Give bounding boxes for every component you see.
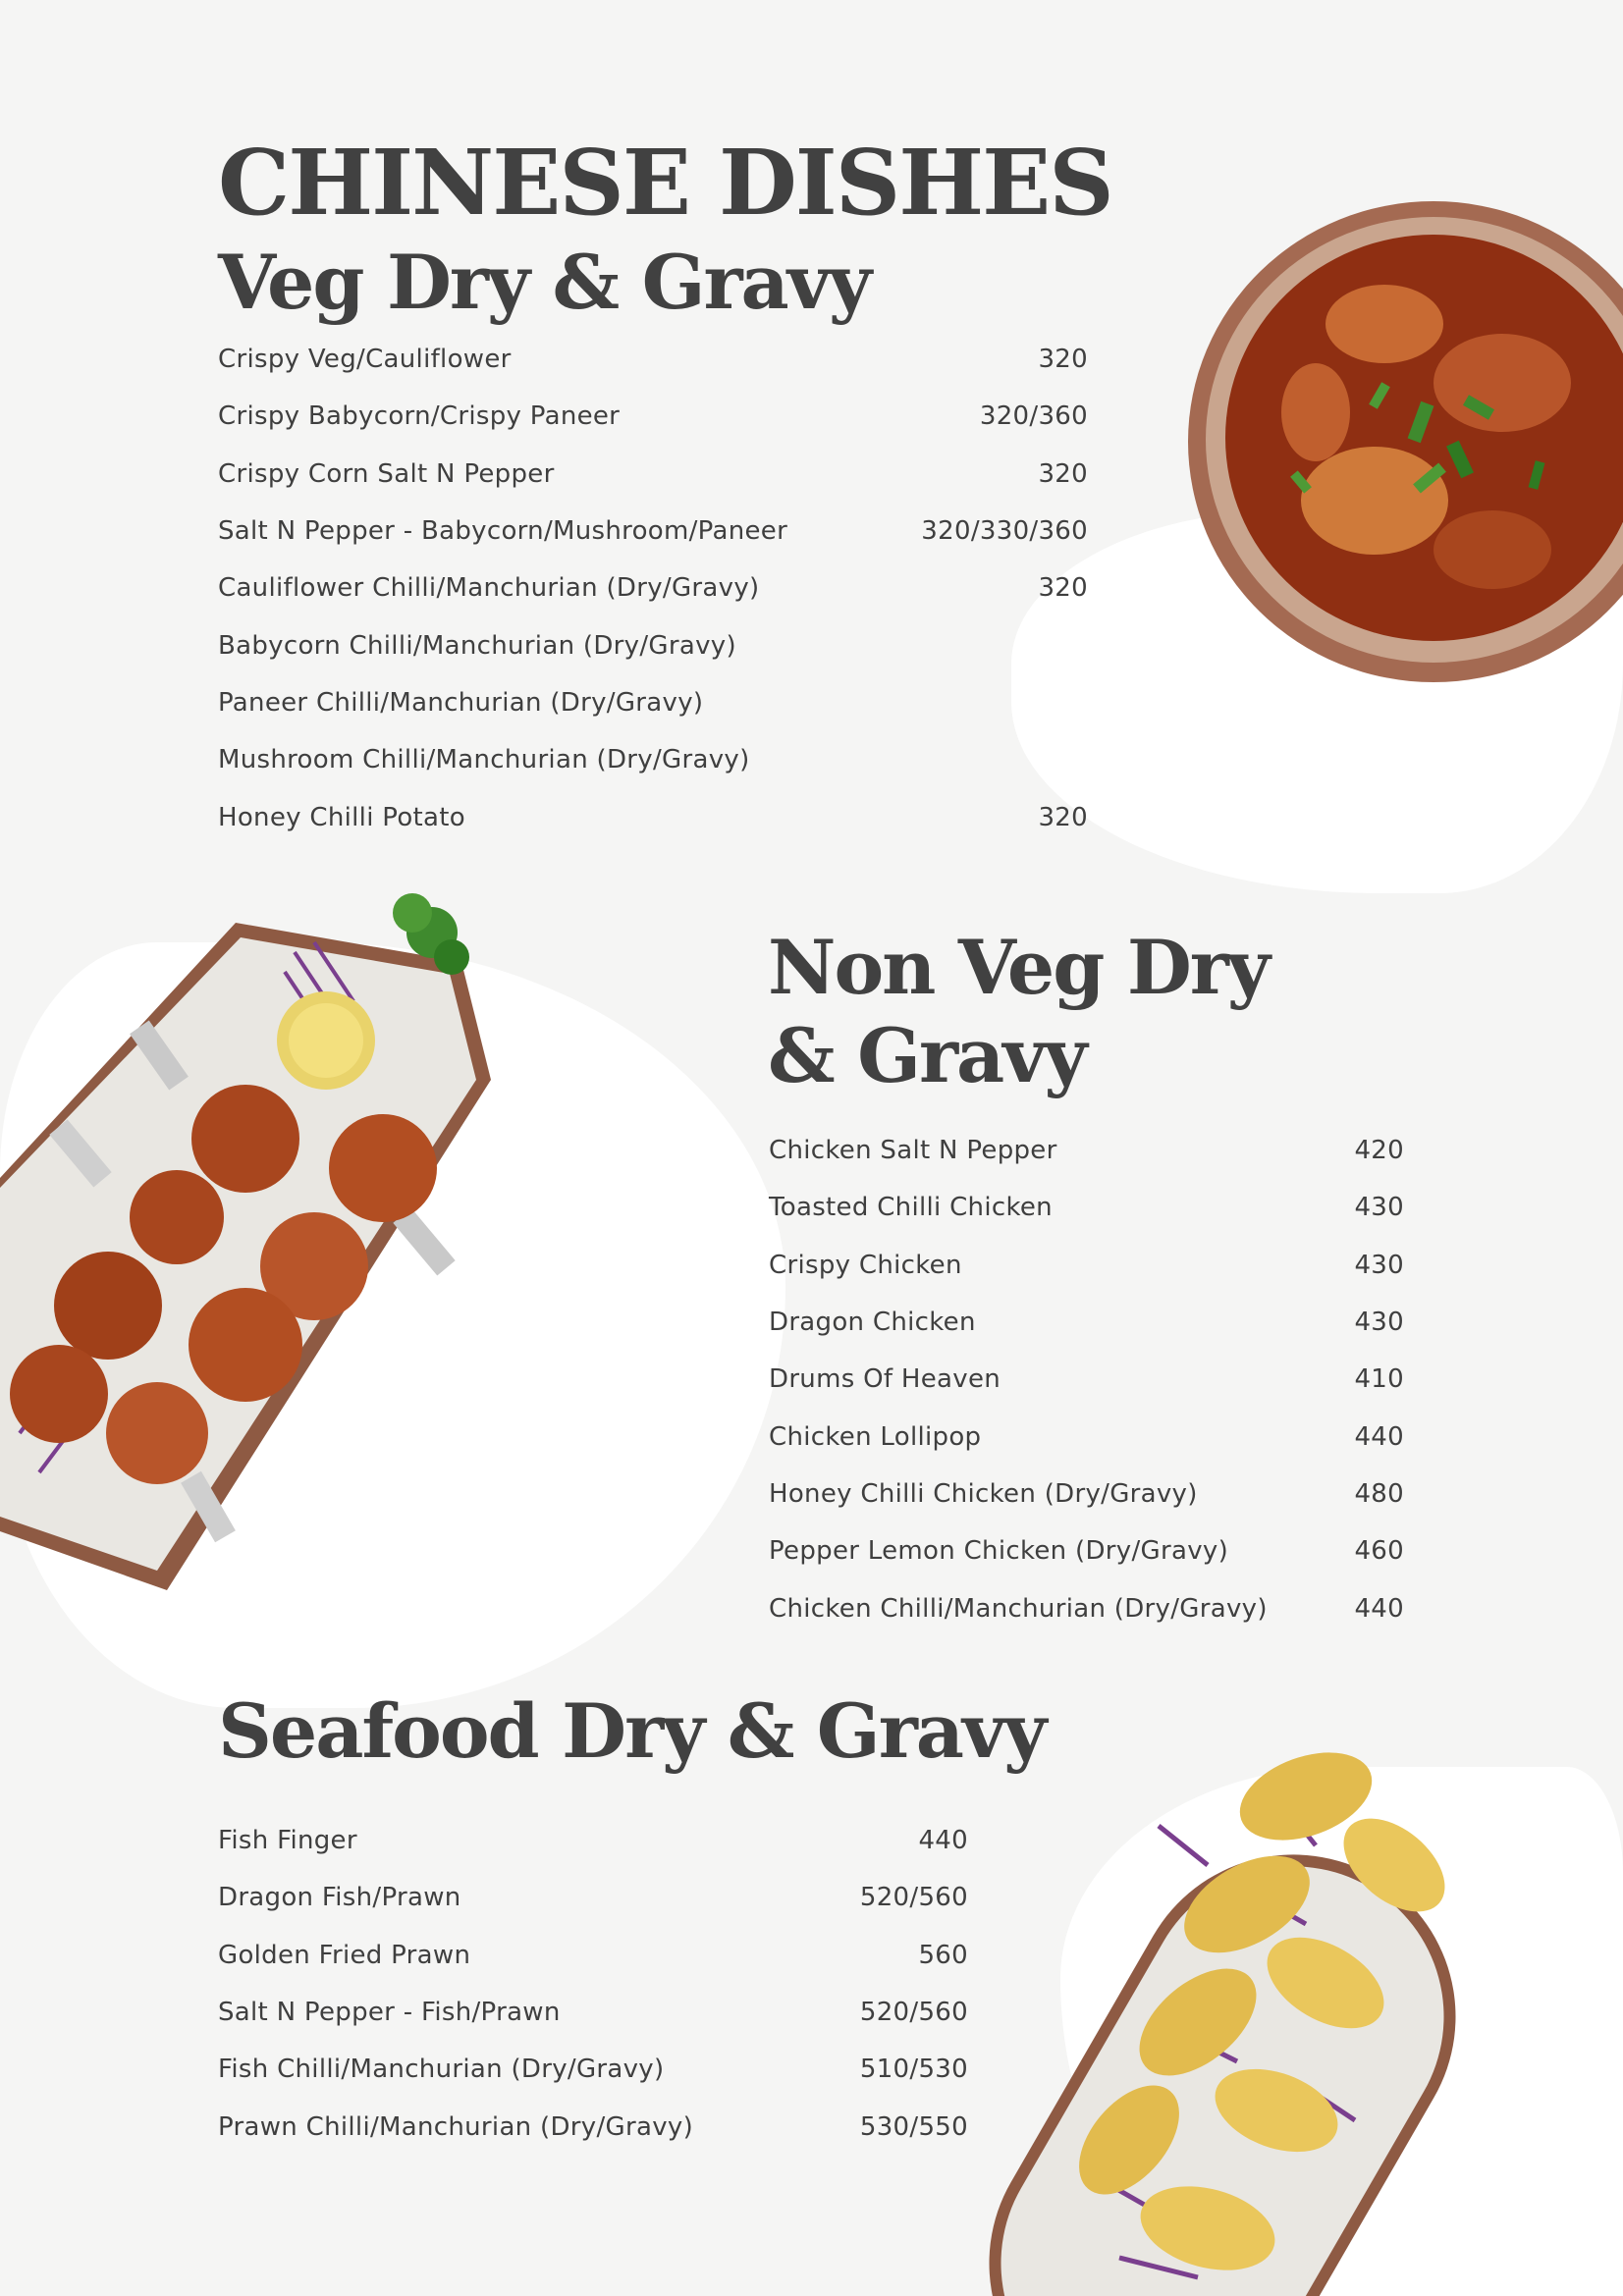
menu-item-name: Salt N Pepper - Fish/Prawn xyxy=(218,1998,561,2028)
veg-section-title: Veg Dry & Gravy xyxy=(218,239,871,326)
menu-item xyxy=(218,2098,968,2155)
menu-item-name: Crispy Babycorn/Crispy Paneer xyxy=(218,401,621,432)
menu-item-price: 320/360 xyxy=(979,401,1088,432)
menu-item xyxy=(769,1122,1404,1179)
menu-item xyxy=(218,446,1088,503)
menu-item-name: Cauliflower Chilli/Manchurian (Dry/Gravy) xyxy=(218,573,760,604)
menu-item-price: 460 xyxy=(1354,1536,1404,1567)
menu-item-price: 420 xyxy=(1354,1136,1404,1166)
menu-item-name: Chicken Salt N Pepper xyxy=(769,1136,1057,1166)
menu-item-name: Dragon Chicken xyxy=(769,1308,976,1338)
seafood-section-title: Seafood Dry & Gravy xyxy=(218,1687,1046,1775)
menu-item xyxy=(218,1984,968,2041)
menu-item-price: 520/560 xyxy=(859,1883,968,1913)
menu-item xyxy=(769,1466,1404,1522)
menu-item xyxy=(218,331,1088,388)
menu-item-name: Crispy Veg/Cauliflower xyxy=(218,345,512,375)
menu-item-name: Chicken Chilli/Manchurian (Dry/Gravy) xyxy=(769,1593,1268,1624)
menu-item-price: 440 xyxy=(1354,1421,1404,1452)
menu-item-name: Salt N Pepper - Babycorn/Mushroom/Paneer xyxy=(218,516,788,547)
menu-item xyxy=(769,1579,1404,1636)
page-title: CHINESE DISHES xyxy=(218,130,1112,236)
menu-item-price: 320/330/360 xyxy=(921,516,1088,547)
menu-item-price: 320 xyxy=(1038,802,1088,832)
menu-item-name: Pepper Lemon Chicken (Dry/Gravy) xyxy=(769,1536,1229,1567)
menu-item-price: 430 xyxy=(1354,1250,1404,1280)
menu-item-price: 430 xyxy=(1354,1193,1404,1223)
menu-item xyxy=(218,788,1088,845)
menu-item-name: Golden Fried Prawn xyxy=(218,1940,471,1970)
menu-item-price: 530/550 xyxy=(859,2111,968,2142)
menu-item-price: 430 xyxy=(1354,1308,1404,1338)
menu-item xyxy=(769,1237,1404,1294)
menu-item-name: Crispy Corn Salt N Pepper xyxy=(218,458,555,489)
menu-item xyxy=(769,1351,1404,1408)
menu-item-name: Prawn Chilli/Manchurian (Dry/Gravy) xyxy=(218,2111,694,2142)
menu-item-name: Mushroom Chilli/Manchurian (Dry/Gravy) xyxy=(218,745,750,775)
menu-item-name: Dragon Fish/Prawn xyxy=(218,1883,461,1913)
menu-item-name: Chicken Lollipop xyxy=(769,1421,982,1452)
menu-item xyxy=(218,731,1088,788)
menu-item-price: 320 xyxy=(1038,458,1088,489)
menu-item xyxy=(769,1408,1404,1465)
menu-item xyxy=(218,1812,968,1869)
menu-item xyxy=(769,1522,1404,1579)
menu-item-price: 480 xyxy=(1354,1478,1404,1509)
curry-bowl-image xyxy=(1178,147,1623,736)
menu-item-name: Fish Chilli/Manchurian (Dry/Gravy) xyxy=(218,2055,665,2085)
menu-item-price: 440 xyxy=(918,1826,968,1856)
menu-item xyxy=(769,1294,1404,1351)
menu-item-name: Fish Finger xyxy=(218,1826,357,1856)
menu-item-price: 320 xyxy=(1038,573,1088,604)
menu-item-name: Honey Chilli Potato xyxy=(218,802,465,832)
nonveg-menu-list xyxy=(769,1122,1404,1637)
menu-item-name: Drums Of Heaven xyxy=(769,1364,1001,1395)
menu-item-name: Honey Chilli Chicken (Dry/Gravy) xyxy=(769,1478,1198,1509)
menu-item xyxy=(218,1927,968,1984)
menu-item-price: 440 xyxy=(1354,1593,1404,1624)
menu-item xyxy=(218,1869,968,1926)
menu-item xyxy=(218,2041,968,2098)
menu-item-name: Toasted Chilli Chicken xyxy=(769,1193,1053,1223)
menu-item xyxy=(218,674,1088,731)
menu-item-name: Crispy Chicken xyxy=(769,1250,962,1280)
fried-prawn-plate-image xyxy=(982,1708,1610,2296)
menu-item xyxy=(218,616,1088,673)
menu-item-name: Paneer Chilli/Manchurian (Dry/Gravy) xyxy=(218,687,704,718)
menu-item xyxy=(218,388,1088,445)
menu-item-price: 320 xyxy=(1038,345,1088,375)
seafood-menu-list xyxy=(218,1812,968,2156)
nonveg-section-title-line1: Non Veg Dry xyxy=(768,924,1269,1011)
nonveg-section-title-line2: & Gravy xyxy=(768,1012,1086,1099)
menu-item xyxy=(769,1179,1404,1236)
menu-item xyxy=(218,560,1088,616)
menu-item-price: 410 xyxy=(1354,1364,1404,1395)
menu-item-name: Babycorn Chilli/Manchurian (Dry/Gravy) xyxy=(218,630,736,661)
menu-item-price: 520/560 xyxy=(859,1998,968,2028)
menu-item-price: 560 xyxy=(918,1940,968,1970)
menu-item xyxy=(218,503,1088,560)
menu-item-price: 510/530 xyxy=(859,2055,968,2085)
chicken-lollipop-plate-image xyxy=(0,883,511,1629)
veg-menu-list xyxy=(218,331,1088,846)
